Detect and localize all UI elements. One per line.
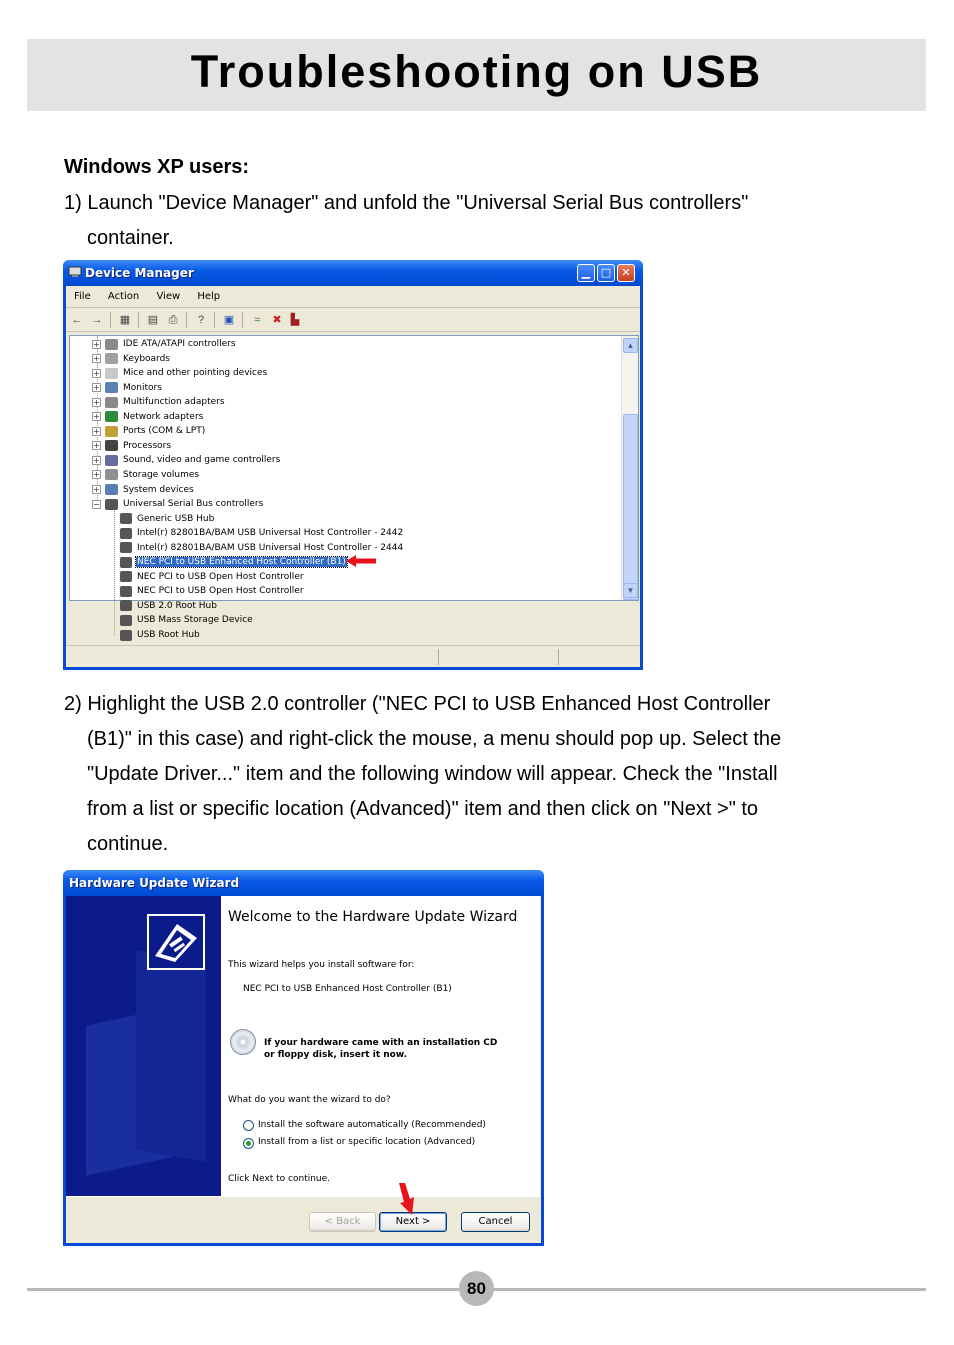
selected-usb-controller-row[interactable] bbox=[120, 555, 347, 569]
red-arrow-icon bbox=[396, 1183, 418, 1215]
tree-guide-line bbox=[114, 511, 115, 636]
help-icon[interactable]: ? bbox=[197, 314, 205, 326]
wizard-title: Hardware Update Wizard bbox=[69, 876, 240, 890]
cd-note-line1: If your hardware came with an installation CD bbox=[264, 1038, 498, 1048]
ide-controller-icon bbox=[105, 339, 118, 350]
toolbar-separator bbox=[110, 312, 111, 328]
device-manager-icon bbox=[68, 266, 82, 278]
expand-icon[interactable]: + bbox=[93, 426, 100, 436]
processor-icon bbox=[105, 440, 118, 451]
usb-device-row[interactable] bbox=[120, 584, 305, 598]
expand-icon[interactable]: + bbox=[93, 485, 100, 494]
step2-line1: 2) Highlight the USB 2.0 controller ("NEC PCI to USB Enhanced Host Controller bbox=[64, 693, 771, 715]
step1-paragraph bbox=[64, 186, 748, 256]
usb-icon bbox=[120, 630, 132, 641]
network-icon bbox=[105, 411, 118, 422]
device-category-label: Keyboards bbox=[123, 353, 170, 364]
collapse-icon[interactable]: − bbox=[93, 499, 100, 509]
back-button[interactable]: < Back bbox=[309, 1212, 376, 1232]
update-driver-icon[interactable]: ≈ bbox=[253, 314, 261, 326]
toolbar bbox=[66, 308, 640, 332]
option-auto-label[interactable]: Install the software automatically (Recommended) bbox=[258, 1120, 486, 1130]
storage-icon bbox=[105, 469, 118, 480]
device-category-row[interactable] bbox=[92, 366, 268, 380]
port-icon bbox=[105, 426, 118, 437]
menu-bar bbox=[66, 286, 640, 308]
device-category-label: Universal Serial Bus controllers bbox=[123, 499, 264, 510]
usb-device-label: Intel(r) 82801BA/BAM USB Universal Host Controller - 2444 bbox=[137, 542, 404, 553]
cd-note-line2: or floppy disk, insert it now. bbox=[264, 1050, 408, 1060]
expand-icon[interactable]: + bbox=[93, 412, 100, 422]
menu-view[interactable]: View bbox=[156, 291, 181, 302]
show-hide-tree-icon[interactable]: ▦ bbox=[119, 314, 131, 326]
usb-icon bbox=[105, 499, 118, 510]
step2-line5: continue. bbox=[87, 833, 169, 855]
expand-icon[interactable]: + bbox=[93, 441, 100, 451]
expand-icon[interactable]: + bbox=[93, 470, 100, 480]
scroll-thumb[interactable] bbox=[623, 414, 638, 600]
scroll-up-icon[interactable]: ▲ bbox=[623, 338, 638, 353]
menu-help[interactable]: Help bbox=[197, 291, 221, 302]
toolbar-separator bbox=[186, 312, 187, 328]
usb-icon bbox=[120, 615, 132, 626]
device-category-label: Ports (COM & LPT) bbox=[123, 426, 206, 437]
wizard-continue-text: Click Next to continue. bbox=[228, 1174, 331, 1184]
usb-device-label: USB 2.0 Root Hub bbox=[137, 600, 217, 611]
device-category-label: System devices bbox=[123, 484, 194, 495]
wizard-titlebar bbox=[63, 870, 544, 896]
usb-icon bbox=[120, 557, 132, 568]
wizard-button-bar bbox=[66, 1196, 540, 1243]
usb-device-row[interactable] bbox=[120, 526, 404, 540]
usb-device-row[interactable] bbox=[120, 541, 404, 555]
print-icon[interactable]: ⎙ bbox=[168, 314, 178, 326]
hardware-wizard-icon bbox=[147, 914, 205, 970]
usb-device-label: NEC PCI to USB Enhanced Host Controller (B1) bbox=[137, 557, 346, 568]
device-category-row[interactable] bbox=[92, 483, 195, 497]
back-arrow-icon[interactable]: ← bbox=[71, 314, 83, 326]
cd-note bbox=[264, 1037, 497, 1061]
forward-arrow-icon[interactable]: → bbox=[91, 314, 103, 326]
cancel-button[interactable]: Cancel bbox=[461, 1212, 530, 1232]
usb-device-row[interactable] bbox=[120, 570, 305, 584]
properties-icon[interactable]: ▤ bbox=[147, 314, 159, 326]
mouse-icon bbox=[105, 368, 118, 379]
usb-device-label: USB Root Hub bbox=[137, 630, 200, 640]
device-category-row[interactable] bbox=[92, 497, 264, 511]
wizard-device-name: NEC PCI to USB Enhanced Host Controller (B1) bbox=[243, 984, 452, 994]
hardware-update-wizard-window bbox=[63, 870, 544, 1246]
device-category-row[interactable] bbox=[92, 410, 204, 424]
vertical-scrollbar[interactable] bbox=[621, 336, 638, 600]
expand-icon[interactable]: + bbox=[93, 397, 100, 407]
monitor-icon bbox=[105, 382, 118, 393]
expand-icon[interactable]: + bbox=[93, 339, 100, 349]
wizard-heading: Welcome to the Hardware Update Wizard bbox=[228, 909, 518, 925]
cd-icon bbox=[230, 1029, 256, 1055]
device-category-label: Processors bbox=[123, 440, 172, 451]
close-button[interactable]: ✕ bbox=[617, 264, 635, 282]
maximize-button[interactable]: □ bbox=[597, 264, 615, 282]
title-banner bbox=[27, 39, 926, 111]
expand-icon[interactable]: + bbox=[93, 455, 100, 465]
device-category-label: Multifunction adapters bbox=[123, 397, 225, 408]
system-icon bbox=[105, 484, 118, 495]
subheading: Windows XP users: bbox=[64, 156, 250, 178]
usb-device-label: Generic USB Hub bbox=[137, 513, 215, 524]
usb-device-row[interactable] bbox=[120, 512, 215, 526]
device-manager-title: Device Manager bbox=[85, 266, 194, 280]
device-category-label: Network adapters bbox=[123, 411, 204, 422]
menu-action[interactable]: Action bbox=[107, 291, 140, 302]
device-category-label: Monitors bbox=[123, 382, 162, 393]
usb-icon bbox=[120, 571, 132, 582]
scroll-down-icon[interactable]: ▼ bbox=[623, 583, 638, 598]
usb-icon bbox=[120, 600, 132, 611]
page-title: Troubleshooting on USB bbox=[190, 46, 763, 97]
step2-paragraph bbox=[64, 687, 781, 862]
device-manager-titlebar bbox=[63, 260, 643, 286]
status-divider bbox=[438, 649, 439, 665]
device-category-row[interactable] bbox=[92, 439, 172, 453]
usb-device-row[interactable] bbox=[120, 628, 201, 642]
usb-device-label: Intel(r) 82801BA/BAM USB Universal Host Controller - 2442 bbox=[137, 528, 404, 539]
sidebar-decoration bbox=[136, 950, 206, 1162]
toolbar-separator bbox=[242, 312, 243, 328]
status-divider bbox=[558, 649, 559, 665]
device-category-row[interactable] bbox=[92, 381, 163, 395]
expand-icon[interactable]: + bbox=[93, 368, 100, 378]
uninstall-icon[interactable]: ✖ bbox=[272, 314, 282, 326]
minimize-button[interactable]: ▁ bbox=[577, 264, 595, 282]
menu-file[interactable]: File bbox=[74, 291, 91, 302]
toolbar-separator bbox=[138, 312, 139, 328]
usb-icon bbox=[120, 513, 132, 524]
disable-device-icon[interactable]: ▙ bbox=[290, 314, 300, 326]
usb-device-label: NEC PCI to USB Open Host Controller bbox=[137, 586, 304, 597]
device-category-row[interactable] bbox=[92, 424, 206, 438]
device-manager-window bbox=[63, 260, 643, 670]
device-manager-client bbox=[66, 286, 640, 667]
wizard-question: What do you want the wizard to do? bbox=[228, 1095, 391, 1105]
device-category-row[interactable] bbox=[92, 337, 237, 351]
option-list-label[interactable]: Install from a list or specific location (Advanced) bbox=[258, 1137, 476, 1147]
scan-hardware-icon[interactable]: ▣ bbox=[223, 314, 235, 326]
usb-device-label: USB Mass Storage Device bbox=[137, 615, 253, 626]
expand-icon[interactable]: + bbox=[93, 354, 100, 364]
expand-icon[interactable]: + bbox=[93, 383, 100, 393]
device-category-label: IDE ATA/ATAPI controllers bbox=[123, 339, 236, 349]
usb-icon bbox=[120, 528, 132, 539]
device-category-row[interactable] bbox=[92, 395, 226, 409]
device-category-label: Storage volumes bbox=[123, 469, 200, 480]
wizard-sidebar bbox=[66, 896, 221, 1196]
device-category-row[interactable] bbox=[92, 453, 281, 467]
device-category-label: Sound, video and game controllers bbox=[123, 455, 281, 466]
wizard-intro: This wizard helps you install software for: bbox=[228, 960, 415, 970]
sound-icon bbox=[105, 455, 118, 466]
device-category-row[interactable] bbox=[92, 352, 171, 366]
step2-line2: (B1)" in this case) and right-click the mouse, a menu should pop up. Select the bbox=[87, 728, 782, 750]
usb-device-row[interactable] bbox=[120, 599, 218, 613]
device-category-row[interactable] bbox=[92, 468, 200, 482]
device-category-label: Mice and other pointing devices bbox=[123, 368, 268, 379]
radio-install-automatically[interactable] bbox=[243, 1120, 254, 1131]
step2-line3: "Update Driver..." item and the following window will appear. Check the "Install bbox=[87, 763, 778, 785]
step1-line2: container. bbox=[87, 227, 174, 249]
wizard-client bbox=[66, 896, 541, 1243]
keyboard-icon bbox=[105, 353, 118, 364]
status-bar bbox=[66, 645, 640, 667]
step1-line1: 1) Launch "Device Manager" and unfold the "Universal Serial Bus controllers" bbox=[64, 192, 749, 214]
usb-device-row[interactable] bbox=[120, 613, 254, 627]
toolbar-separator bbox=[214, 312, 215, 328]
usb-device-label: NEC PCI to USB Open Host Controller bbox=[137, 571, 304, 582]
radio-install-from-list[interactable] bbox=[243, 1138, 254, 1149]
next-button[interactable]: Next > bbox=[379, 1212, 447, 1232]
red-arrow-icon bbox=[346, 555, 376, 567]
usb-icon bbox=[120, 586, 132, 597]
step2-line4: from a list or specific location (Advanced)" item and then click on "Next >" to bbox=[87, 798, 759, 820]
page-number: 80 bbox=[459, 1271, 494, 1306]
multifunction-icon bbox=[105, 397, 118, 408]
wizard-content bbox=[221, 896, 540, 1196]
usb-icon bbox=[120, 542, 132, 553]
